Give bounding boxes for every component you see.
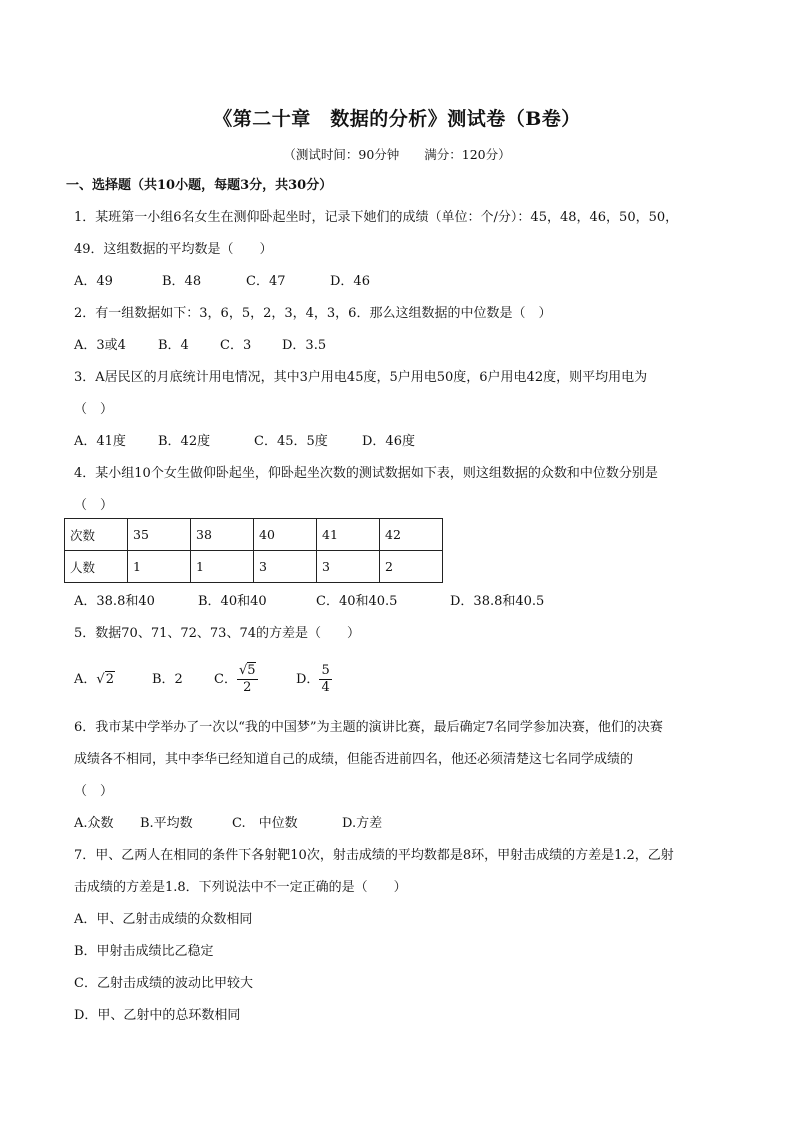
exam-info: （测试时间：90分钟 满分：120分） bbox=[283, 147, 511, 162]
sqrt-expression: √2 bbox=[96, 672, 114, 687]
q4-text-line2: （ ） bbox=[74, 498, 114, 513]
q5-option-c bbox=[214, 662, 296, 698]
q3-text-line2: （ ） bbox=[74, 402, 114, 417]
table-cell: 人数 bbox=[65, 551, 128, 583]
q7-text-line1: 7．甲、乙两人在相同的条件下各射靶10次，射击成绩的平均数都是8环，甲射击成绩的方差是1.2，乙射 bbox=[74, 848, 674, 863]
q7-option-a: A．甲、乙射击成绩的众数相同 bbox=[74, 912, 253, 927]
q4-option-b: B．40和40 bbox=[198, 594, 267, 609]
q3-options bbox=[74, 434, 415, 450]
q1-text-line2: 49．这组数据的平均数是（ ） bbox=[74, 242, 273, 257]
q3-option-d: D．46度 bbox=[362, 434, 415, 449]
table-cell: 40 bbox=[254, 519, 317, 551]
q4-option-c: C．40和40.5 bbox=[316, 594, 398, 609]
q4-option-d: D．38.8和40.5 bbox=[450, 594, 545, 609]
table-cell: 1 bbox=[191, 551, 254, 583]
q5-option-c-label: C． bbox=[214, 672, 237, 687]
q5-option-d bbox=[296, 662, 332, 698]
sqrt-radicand: 2 bbox=[105, 672, 114, 687]
q4-options bbox=[74, 594, 544, 610]
q7-option-b: B．甲射击成绩比乙稳定 bbox=[74, 944, 214, 959]
fraction-numerator: 5 bbox=[321, 663, 330, 678]
q2-option-c: C．3 bbox=[220, 338, 252, 353]
q5-option-b: B．2 bbox=[152, 672, 183, 687]
q6-option-d: D.方差 bbox=[342, 816, 383, 831]
table-cell: 42 bbox=[380, 519, 443, 551]
table-cell: 3 bbox=[254, 551, 317, 583]
q3-option-b: B．42度 bbox=[158, 434, 211, 449]
q6-text-line3: （ ） bbox=[74, 784, 114, 799]
q1-option-d: D．46 bbox=[330, 274, 370, 289]
q2-option-b: B．4 bbox=[158, 338, 189, 353]
table-row bbox=[65, 519, 443, 551]
q1-option-b: B．48 bbox=[162, 274, 202, 289]
q5-option-a bbox=[74, 662, 152, 698]
q2-options bbox=[74, 338, 326, 354]
q3-option-c: C．45．5度 bbox=[254, 434, 328, 449]
q5-option-d-label: D． bbox=[296, 672, 320, 687]
fraction-5-over-4 bbox=[319, 663, 331, 696]
q6-option-b: B.平均数 bbox=[140, 816, 193, 831]
fraction-denominator: 4 bbox=[321, 680, 330, 695]
q1-options bbox=[74, 274, 370, 290]
sqrt-radicand: 5 bbox=[247, 663, 256, 678]
table-cell: 41 bbox=[317, 519, 380, 551]
fraction-numerator: √5 bbox=[238, 663, 256, 678]
q2-option-d: D．3.5 bbox=[282, 338, 327, 353]
q5-options bbox=[74, 662, 332, 702]
q6-option-a: A.众数 bbox=[74, 816, 114, 831]
fraction-denominator: 2 bbox=[243, 680, 252, 695]
q1-option-a: A．49 bbox=[74, 274, 113, 289]
q7-text-line2: 击成绩的方差是1.8．下列说法中不一定正确的是（ ） bbox=[74, 880, 407, 895]
q5-option-a-label: A． bbox=[74, 672, 97, 687]
page-title: 《第二十章 数据的分析》测试卷（B卷） bbox=[213, 108, 581, 130]
table-row bbox=[65, 551, 443, 583]
q4-option-a: A．38.8和40 bbox=[74, 594, 155, 609]
q6-options bbox=[74, 816, 382, 832]
section-heading: 一、选择题（共10小题，每题3分，共30分） bbox=[66, 178, 333, 193]
table-cell: 次数 bbox=[65, 519, 128, 551]
q3-option-a: A．41度 bbox=[74, 434, 126, 449]
q1-option-c: C．47 bbox=[246, 274, 286, 289]
q2-text: 2．有一组数据如下：3，6，5，2，3，4，3，6．那么这组数据的中位数是（ ） bbox=[74, 306, 552, 321]
q4-text-line1: 4．某小组10个女生做仰卧起坐，仰卧起坐次数的测试数据如下表，则这组数据的众数和中位数分别是 bbox=[74, 466, 658, 481]
q2-option-a: A．3或4 bbox=[74, 338, 126, 353]
q6-option-c: C. 中位数 bbox=[232, 816, 298, 831]
q7-option-d: D．甲、乙射中的总环数相同 bbox=[74, 1008, 241, 1023]
q7-option-c: C．乙射击成绩的波动比甲较大 bbox=[74, 976, 253, 991]
q5-text: 5．数据70、71、72、73、74的方差是（ ） bbox=[74, 626, 360, 641]
fraction-sqrt5-over-2 bbox=[237, 663, 258, 696]
q1-text-line1: 1．某班第一小组6名女生在测仰卧起坐时，记录下她们的成绩（单位：个/分）：45，48，46，50，50， bbox=[74, 210, 679, 225]
table-cell: 38 bbox=[191, 519, 254, 551]
q6-text-line1: 6．我市某中学举办了一次以“我的中国梦”为主题的演讲比赛，最后确定7名同学参加决赛，他们的决赛 bbox=[74, 720, 663, 735]
q6-text-line2: 成绩各不相同，其中李华已经知道自己的成绩，但能否进前四名，他还必须清楚这七名同学成绩的 bbox=[74, 752, 634, 767]
table-cell: 2 bbox=[380, 551, 443, 583]
table-cell: 3 bbox=[317, 551, 380, 583]
table-cell: 1 bbox=[128, 551, 191, 583]
table-cell: 35 bbox=[128, 519, 191, 551]
q3-text-line1: 3．A居民区的月底统计用电情况，其中3户用电45度，5户用电50度，6户用电42度，则平均用电为 bbox=[74, 370, 648, 385]
q4-data-table bbox=[64, 518, 443, 583]
